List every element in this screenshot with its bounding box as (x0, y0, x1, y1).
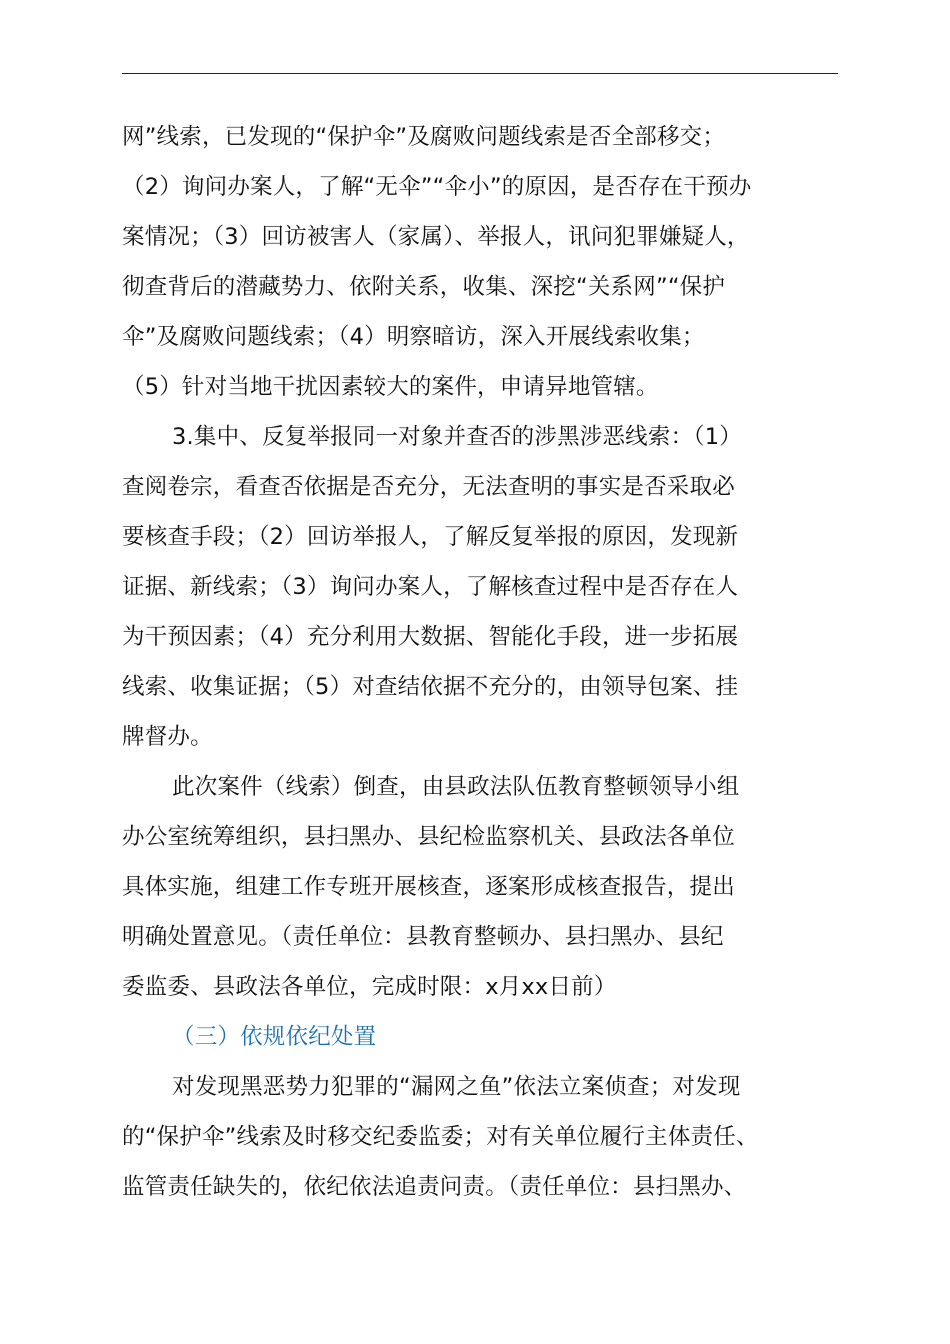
paragraph-start: 3.集中、反复举报同一对象并查否的涉黑涉恶线索：（1） (172, 424, 742, 450)
text-line: 明确处置意见。（责任单位：县教育整顿办、县扫黑办、县纪 (122, 924, 724, 950)
text-line: 线索、收集证据；（5）对查结依据不充分的，由领导包案、挂 (122, 674, 739, 700)
text-line: 查阅卷宗，看查否依据是否充分，无法查明的事实是否采取必 (122, 474, 735, 500)
text-line: 办公室统筹组织，县扫黑办、县纪检监察机关、县政法各单位 (122, 824, 735, 850)
text-line: 为干预因素；（4）充分利用大数据、智能化手段，进一步拓展 (122, 624, 739, 650)
text-line: 委监委、县政法各单位，完成时限：x月xx日前） (122, 974, 617, 1000)
text-line: 的“保护伞”线索及时移交纪委监委；对有关单位履行主体责任、 (122, 1124, 759, 1150)
text-line: 监管责任缺失的，依纪依法追责问责。（责任单位：县扫黑办、 (122, 1174, 747, 1200)
text-line: 要核查手段；（2）回访举报人，了解反复举报的原因，发现新 (122, 524, 739, 550)
document-body (122, 112, 862, 1212)
text-line: （5）针对当地干扰因素较大的案件，申请异地管辖。 (122, 374, 659, 400)
text-line: （2）询问办案人，了解“无伞”“伞小”的原因，是否存在干预办 (122, 174, 752, 200)
text-line: 具体实施，组建工作专班开展核查，逐案形成核查报告，提出 (122, 874, 735, 900)
text-line: 伞”及腐败问题线索；（4）明察暗访，深入开展线索收集； (122, 324, 705, 350)
text-line: 证据、新线索；（3）询问办案人，了解核查过程中是否存在人 (122, 574, 739, 600)
text-line: 网”线索，已发现的“保护伞”及腐败问题线索是否全部移交； (122, 124, 726, 150)
header-rule (122, 73, 838, 74)
paragraph-start: 对发现黑恶势力犯罪的“漏网之鱼”依法立案侦查；对发现 (172, 1074, 741, 1100)
paragraph-start: 此次案件（线索）倒查，由县政法队伍教育整顿领导小组 (172, 774, 740, 800)
text-line: 案情况；（3）回访被害人（家属）、举报人，讯问犯罪嫌疑人， (122, 224, 750, 250)
text-line: 彻查背后的潜藏势力、依附关系，收集、深挖“关系网”“保护 (122, 274, 726, 300)
section-heading: （三）依规依纪处置 (172, 1024, 377, 1050)
text-line: 牌督办。 (122, 724, 213, 750)
